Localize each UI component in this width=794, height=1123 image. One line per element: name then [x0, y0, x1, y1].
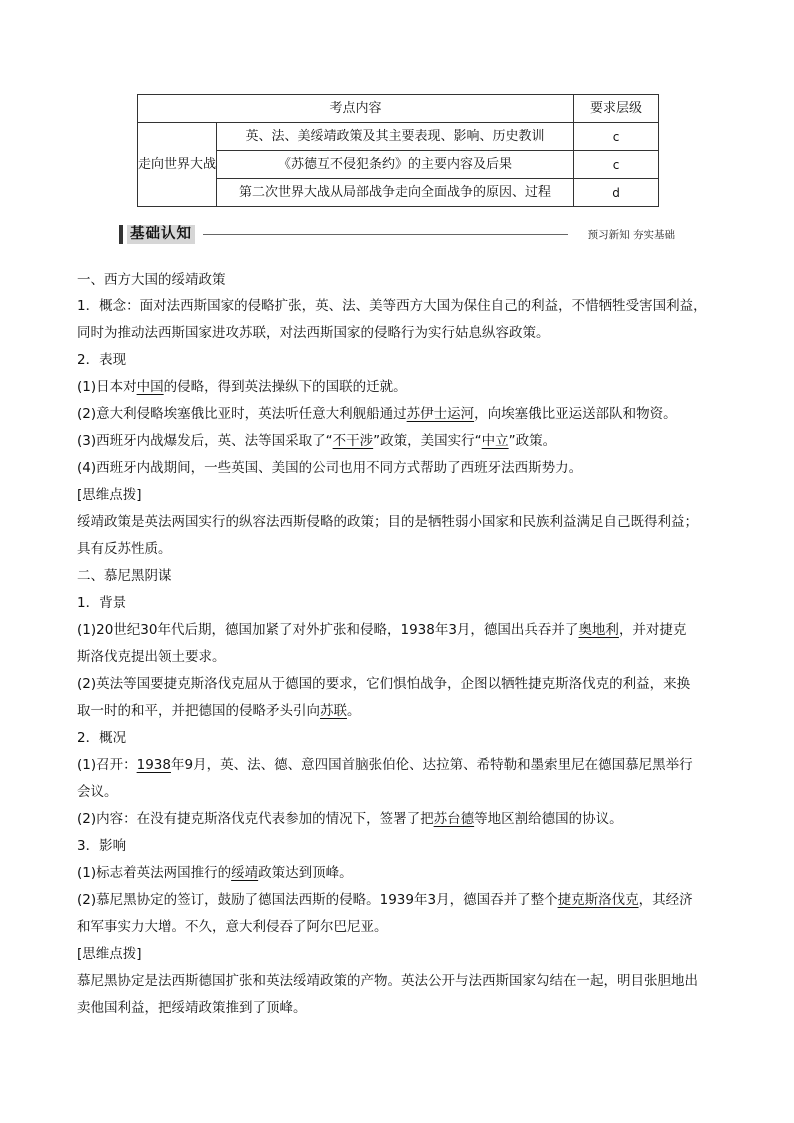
text-line — [77, 782, 118, 802]
text-segment: (1)标志着英法两国推行的 — [77, 865, 232, 881]
key-term: 捷克斯洛伐克 — [557, 892, 639, 908]
text-segment: (1)日本对 — [77, 379, 137, 395]
text-segment: 一、西方大国的绥靖政策 — [77, 272, 226, 288]
text-segment: 2．概况 — [77, 730, 127, 746]
text-segment: 卖他国利益，把绥靖政策推到了顶峰。 — [77, 1000, 307, 1016]
text-line — [77, 917, 388, 937]
section-header — [119, 224, 675, 246]
text-segment: 具有反苏性质。 — [77, 541, 172, 557]
key-term: 苏台德 — [433, 811, 475, 827]
text-line — [77, 728, 126, 748]
text-line — [77, 836, 126, 856]
text-segment: 1．背景 — [77, 595, 127, 611]
text-segment: (2)英法等国要捷克斯洛伐克屈从于德国的要求，它们惧怕战争，企图以牺牲捷克斯洛伐克的利益，来换 — [77, 676, 691, 692]
text-line — [77, 890, 693, 910]
text-line — [77, 323, 550, 343]
text-segment: 取一时的和平，并把德国的侵略矛头引向 — [77, 703, 320, 719]
content-cell: 第二次世界大战从局部战争走向全面战争的原因、过程 — [217, 179, 574, 207]
text-segment: 会议。 — [77, 784, 118, 800]
section-title: 基础认知 — [127, 225, 195, 244]
text-segment: 同时为推动法西斯国家进攻苏联，对法西斯国家的侵略行为实行姑息纵容政策。 — [77, 325, 550, 341]
key-term: 中国 — [136, 379, 164, 395]
text-line — [77, 377, 407, 397]
text-segment: (2)意大利侵略埃塞俄比亚时，英法听任意大利舰船通过 — [77, 406, 407, 422]
text-segment: (2)慕尼黑协定的签订，鼓励了德国法西斯的侵略。1939年3月，德国吞并了整个 — [77, 892, 558, 908]
text-line — [77, 863, 353, 883]
key-term: 奥地利 — [578, 622, 619, 638]
text-line — [77, 512, 698, 532]
text-line — [77, 593, 126, 613]
text-segment: 斯洛伐克提出领土要求。 — [77, 649, 226, 665]
text-segment: 2．表现 — [77, 352, 127, 368]
text-segment: [思维点拨] — [77, 487, 142, 503]
text-segment: 。 — [347, 703, 361, 719]
text-line — [77, 458, 582, 478]
content-cell: 英、法、美绥靖政策及其主要表现、影响、历史教训 — [217, 123, 574, 151]
level-cell: d — [574, 179, 659, 207]
text-segment: 二、慕尼黑阴谋 — [77, 568, 172, 584]
text-segment: ”政策，美国实行“ — [373, 433, 482, 449]
key-term: 不干涉 — [332, 433, 374, 449]
text-line — [77, 701, 361, 721]
text-line — [77, 998, 307, 1018]
text-segment: (1)召开： — [77, 757, 137, 773]
text-segment: 和军事实力大增。不久，意大利侵吞了阿尔巴尼亚。 — [77, 919, 388, 935]
text-segment: 年9月，英、法、德、意四国首脑张伯伦、达拉第、希特勒和墨索里尼在德国慕尼黑举行 — [170, 757, 693, 773]
text-segment: 慕尼黑协定是法西斯德国扩张和英法绥靖政策的产物。英法公开与法西斯国家勾结在一起，明目张胆地出 — [77, 973, 698, 989]
text-segment: ，并对捷克 — [618, 622, 687, 638]
text-segment: [思维点拨] — [77, 946, 142, 962]
text-line — [77, 971, 698, 991]
text-line — [77, 620, 686, 640]
text-line — [77, 350, 126, 370]
text-line — [77, 674, 690, 694]
text-line — [77, 755, 693, 775]
text-line — [77, 647, 226, 667]
header-level: 要求层级 — [574, 95, 659, 123]
text-segment: ”政策。 — [508, 433, 557, 449]
text-segment: (1)20世纪30年代后期，德国加紧了对外扩张和侵略，1938年3月，德国出兵吞并了 — [77, 622, 579, 638]
section-divider — [203, 234, 568, 235]
text-line — [77, 485, 142, 505]
text-line — [77, 944, 142, 964]
text-line — [77, 539, 172, 559]
text-segment: ，其经济 — [638, 892, 693, 908]
text-segment: 政策达到顶峰。 — [258, 865, 353, 881]
level-cell: c — [574, 123, 659, 151]
text-line — [77, 566, 172, 586]
section-subtitle: 预习新知 夯实基础 — [587, 229, 675, 241]
key-term: 1938 — [136, 757, 171, 773]
text-segment: 绥靖政策是英法两国实行的纵容法西斯侵略的政策；目的是牺牲弱小国家和民族利益满足自己既得利益； — [77, 514, 698, 530]
text-segment: 1．概念：面对法西斯国家的侵略扩张，英、法、美等西方大国为保住自己的利益，不惜牺牲受害国利益， — [77, 298, 707, 314]
text-segment: (4)西班牙内战期间，一些英国、美国的公司也用不同方式帮助了西班牙法西斯势力。 — [77, 460, 583, 476]
text-segment: 3．影响 — [77, 838, 127, 854]
key-term: 苏联 — [320, 703, 347, 719]
key-term: 中立 — [481, 433, 509, 449]
table-row — [138, 123, 659, 151]
header-content: 考点内容 — [138, 95, 574, 123]
level-cell: c — [574, 151, 659, 179]
text-line — [77, 431, 556, 451]
topic-cell: 走向世界大战 — [138, 123, 217, 207]
key-term: 绥靖 — [231, 865, 259, 881]
content-cell: 《苏德互不侵犯条约》的主要内容及后果 — [217, 151, 574, 179]
text-segment: (2)内容：在没有捷克斯洛伐克代表参加的情况下，签署了把 — [77, 811, 434, 827]
key-term: 苏伊士运河 — [406, 406, 475, 422]
text-line — [77, 809, 623, 829]
table-row — [138, 179, 659, 207]
text-line — [77, 404, 677, 424]
text-segment: 的侵略，得到英法操纵下的国联的迁就。 — [163, 379, 407, 395]
text-segment: ，向埃塞俄比亚运送部队和物资。 — [474, 406, 677, 422]
section-marker — [119, 225, 123, 244]
text-segment: 等地区割给德国的协议。 — [474, 811, 623, 827]
table-header-row — [138, 95, 659, 123]
requirements-table — [137, 94, 659, 207]
text-line — [77, 296, 707, 316]
text-line — [77, 270, 226, 290]
text-segment: (3)西班牙内战爆发后，英、法等国采取了“ — [77, 433, 333, 449]
